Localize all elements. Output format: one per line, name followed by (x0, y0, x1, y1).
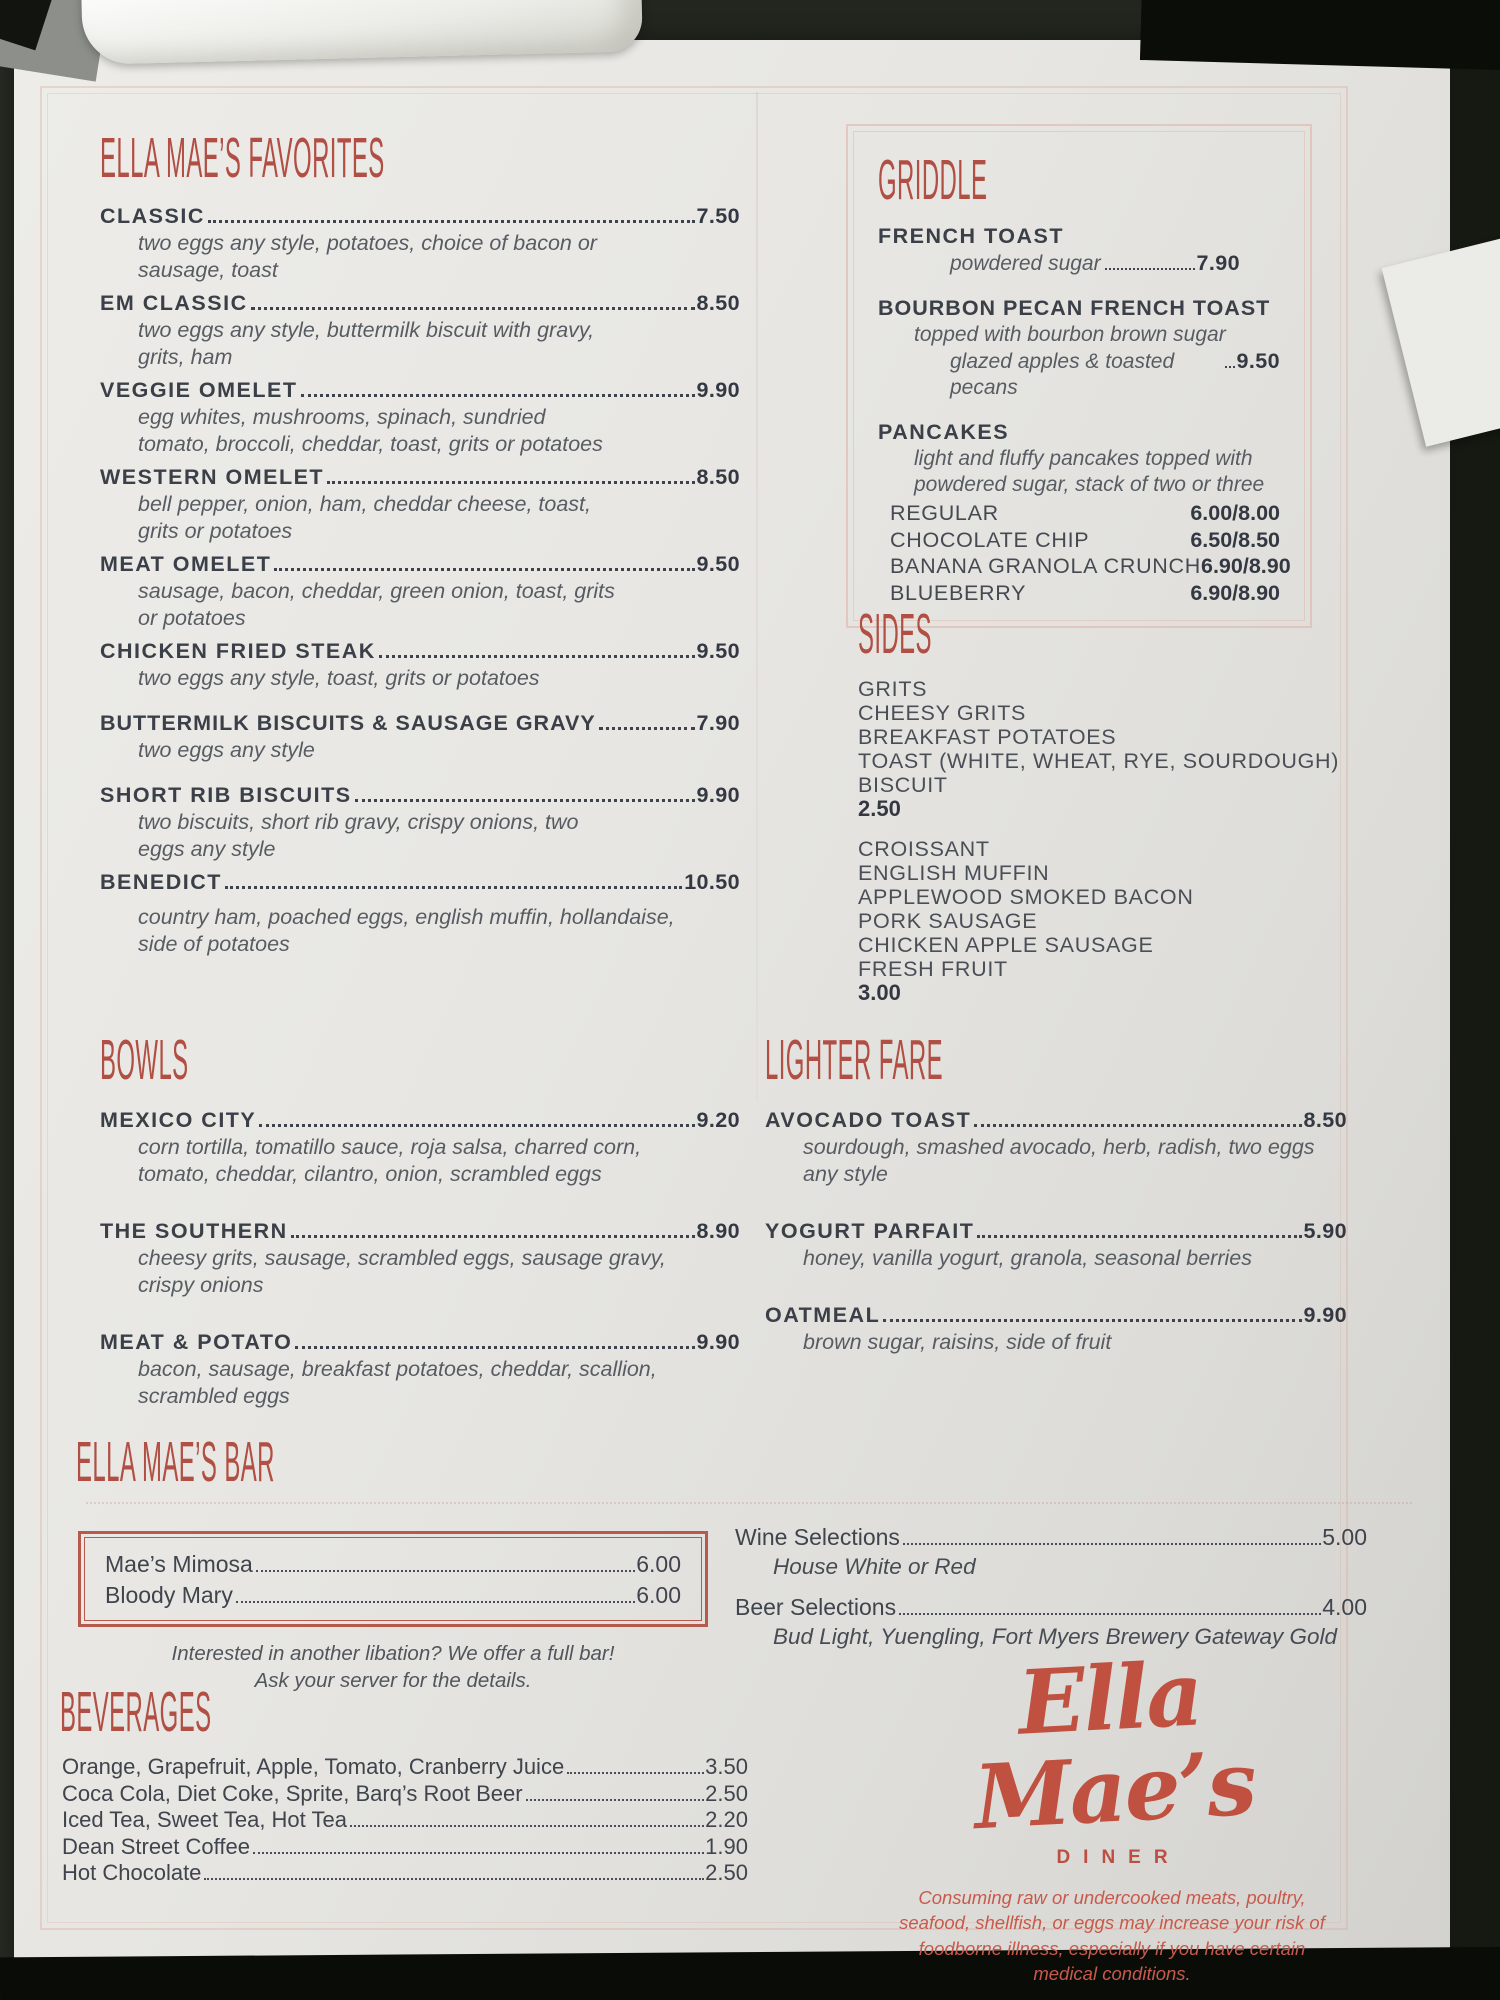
beverage-row (62, 1860, 748, 1887)
section-title: ELLA MAE’S FAVORITES (100, 126, 385, 190)
menu-item-veggie-omelet (100, 377, 740, 458)
item-name: MEAT & POTATO (100, 1330, 293, 1354)
menu-item-french-toast (878, 223, 1280, 277)
menu-item-pancakes (878, 419, 1291, 606)
dotted-leader (251, 307, 695, 310)
dotted-leader (253, 1852, 704, 1854)
item-desc: topped with bourbon brown sugar (914, 323, 1226, 346)
variant-price: 6.00/8.00 (1190, 501, 1280, 525)
menu-item-classic (100, 203, 740, 284)
item-price: 7.50 (696, 204, 740, 228)
logo-script-text: Ella Mae’s (971, 1641, 1258, 1850)
item-price: 5.90 (1303, 1219, 1347, 1243)
beer-row (735, 1592, 1367, 1623)
item-name: Beer Selections (735, 1594, 897, 1620)
dotted-leader (526, 1799, 705, 1801)
menu-item-western-omelet (100, 464, 740, 545)
dotted-leader (225, 886, 682, 889)
item-name: Orange, Grapefruit, Apple, Tomato, Cranberry Juice (62, 1754, 565, 1779)
restaurant-logo-block (878, 1641, 1346, 1987)
item-desc: glazed apples & toasted pecans (950, 350, 1175, 399)
dotted-leader (295, 1346, 694, 1349)
item-name: Hot Chocolate (62, 1860, 202, 1885)
item-desc: sausage, bacon, cheddar, green onion, toast, grits or potatoes (138, 579, 615, 630)
item-price: 6.00 (636, 1582, 681, 1608)
item-name: MEXICO CITY (100, 1108, 257, 1132)
item-price: 7.90 (1196, 251, 1240, 275)
item-price: 9.50 (696, 552, 740, 576)
section-favorites (100, 126, 740, 964)
item-desc: bell pepper, onion, ham, cheddar cheese, toast, grits or potatoes (138, 492, 592, 543)
item-price: 4.00 (1322, 1594, 1367, 1620)
dotted-leader (977, 1235, 1301, 1238)
dotted-leader (903, 1543, 1321, 1545)
side-group-price: 3.00 (858, 980, 901, 1005)
dotted-leader (350, 1825, 704, 1827)
item-desc: brown sugar, raisins, side of fruit (803, 1330, 1112, 1354)
beverage-row (62, 1807, 748, 1834)
item-name: EM CLASSIC (100, 291, 248, 315)
side-item: BREAKFAST POTATOES (858, 725, 1117, 749)
section-bowls (100, 1028, 740, 1440)
dotted-leader (355, 799, 695, 802)
item-price: 2.20 (705, 1807, 748, 1832)
variant-name: CHOCOLATE CHIP (890, 527, 1090, 552)
item-name: Iced Tea, Sweet Tea, Hot Tea (62, 1807, 347, 1832)
variant-price: 6.90/8.90 (1201, 554, 1291, 578)
bar-note-line1: Interested in another libation? We offer a full bar! (171, 1642, 615, 1665)
wine-row (735, 1522, 1367, 1553)
dotted-leader (1105, 268, 1195, 270)
item-price: 8.50 (696, 291, 740, 315)
item-desc: House White or Red (773, 1554, 976, 1579)
item-desc: bacon, sausage, breakfast potatoes, cheddar, scallion, scrambled eggs (138, 1357, 657, 1408)
item-name: OATMEAL (765, 1303, 881, 1327)
variant-row (878, 500, 1280, 527)
menu-item-mexico-city (100, 1107, 740, 1188)
item-name: Coca Cola, Diet Coke, Sprite, Barq’s Root Beer (62, 1780, 523, 1806)
item-price: 8.90 (696, 1219, 740, 1243)
variant-name: BANANA GRANOLA CRUNCH (890, 554, 1201, 578)
item-name: Bloody Mary (105, 1582, 233, 1608)
variant-row (878, 527, 1280, 554)
menu-item-bourbon-pecan-french-toast (878, 295, 1280, 401)
item-name: Wine Selections (735, 1524, 900, 1550)
item-name: CHICKEN FRIED STEAK (100, 639, 376, 663)
item-name: YOGURT PARFAIT (765, 1219, 975, 1243)
item-price: 6.00 (636, 1551, 681, 1577)
section-beverages (62, 1754, 748, 1887)
variant-price: 6.90/8.90 (1190, 580, 1280, 605)
item-desc: two eggs any style, potatoes, choice of bacon or sausage, toast (138, 231, 597, 282)
item-desc: light and fluffy pancakes topped with (914, 447, 1253, 470)
bar-item (105, 1580, 681, 1611)
beverage-row (62, 1834, 748, 1861)
item-price: 8.50 (696, 465, 740, 489)
bar-note-line2: Ask your server for the details. (254, 1669, 532, 1692)
section-lighter-fare (765, 1028, 1347, 1386)
item-desc: cheesy grits, sausage, scrambled eggs, sausage gravy, crispy onions (138, 1246, 666, 1297)
dotted-leader (327, 481, 694, 484)
dotted-leader (883, 1319, 1301, 1322)
item-price: 10.50 (684, 870, 740, 894)
section-bar-title: ELLA MAE’S BAR (76, 1430, 275, 1494)
side-item: APPLEWOOD SMOKED BACON (858, 885, 1194, 909)
side-item: TOAST (WHITE, WHEAT, RYE, SOURDOUGH) (858, 749, 1340, 773)
menu-item-short-rib-biscuits (100, 782, 740, 863)
side-item: CROISSANT (858, 837, 990, 861)
item-name: FRENCH TOAST (878, 224, 1065, 248)
section-title: LIGHTER FARE (765, 1028, 943, 1092)
menu-item-meat-omelet (100, 551, 740, 632)
side-item: GRITS (858, 677, 928, 701)
dotted-leader (379, 655, 695, 658)
logo-diner-label: DINER (1056, 1846, 1181, 1868)
variant-price: 6.50/8.50 (1190, 527, 1280, 552)
item-desc: powdered sugar, stack of two or three (914, 473, 1265, 496)
disclaimer-text: Consuming raw or undercooked meats, poultry, seafood, shellfish, or eggs may increase your risk of foodborne illness, especially if you have certain medical conditions. (899, 1886, 1325, 1985)
dotted-leader (1225, 366, 1235, 368)
bar-box (78, 1531, 708, 1627)
dotted-leader (899, 1613, 1321, 1615)
item-desc: country ham, poached eggs, english muffin, hollandaise, side of potatoes (138, 905, 675, 956)
menu-item-benedict (100, 869, 740, 958)
variant-row (878, 580, 1280, 607)
item-name: BOURBON PECAN FRENCH TOAST (878, 296, 1271, 320)
section-sides (858, 602, 1340, 1005)
menu-item-meat-and-potato (100, 1329, 740, 1410)
item-price: 9.90 (1303, 1303, 1347, 1327)
item-desc: two eggs any style, buttermilk biscuit with gravy, grits, ham (138, 318, 595, 369)
side-item: FRESH FRUIT (858, 957, 1008, 981)
dotted-leader (974, 1124, 1301, 1127)
item-price: 2.50 (705, 1860, 748, 1885)
faint-dotted-rule (86, 1502, 1412, 1504)
item-price: 3.50 (705, 1754, 748, 1779)
dotted-leader (204, 1878, 704, 1880)
dotted-leader (599, 727, 695, 730)
dotted-leader (208, 220, 695, 223)
item-desc: powdered sugar (950, 252, 1101, 275)
item-price: 8.50 (1303, 1108, 1347, 1132)
item-price: 1.90 (705, 1833, 748, 1859)
item-name: PANCAKES (878, 420, 1010, 444)
item-desc: two eggs any style (138, 738, 315, 762)
variant-name: BLUEBERRY (890, 580, 1027, 605)
section-wine-beer (735, 1522, 1367, 1662)
item-price: 9.50 (1236, 349, 1280, 373)
side-item: BISCUIT (858, 773, 948, 797)
dotted-leader (301, 394, 695, 397)
item-name: Dean Street Coffee (62, 1833, 250, 1859)
item-price: 9.90 (696, 378, 740, 402)
variant-name: REGULAR (890, 501, 999, 525)
item-name: WESTERN OMELET (100, 465, 325, 489)
menu-item-buttermilk-biscuits (100, 710, 740, 764)
side-group-price: 2.50 (858, 796, 901, 821)
side-item: ENGLISH MUFFIN (858, 861, 1050, 885)
item-name: CLASSIC (100, 204, 205, 228)
dotted-leader (291, 1235, 695, 1238)
item-desc: egg whites, mushrooms, spinach, sundried tomato, broccoli, cheddar, toast, grits or potatoes (138, 405, 603, 456)
dark-corner-top-right (1140, 0, 1500, 71)
beverage-row (62, 1754, 748, 1781)
item-price: 5.00 (1322, 1524, 1367, 1550)
menu-item-the-southern (100, 1218, 740, 1299)
dotted-leader (236, 1601, 635, 1603)
item-name: BENEDICT (100, 870, 222, 894)
menu-item-em-classic (100, 290, 740, 371)
pancake-variants (878, 500, 1291, 606)
item-price: 9.90 (696, 783, 740, 807)
item-desc: honey, vanilla yogurt, granola, seasonal berries (803, 1246, 1252, 1270)
menu-item-avocado-toast (765, 1107, 1347, 1188)
item-price: 7.90 (696, 711, 740, 735)
item-price: 9.50 (696, 639, 740, 663)
item-name: VEGGIE OMELET (100, 378, 298, 402)
menu-item-chicken-fried-steak (100, 638, 740, 692)
section-title: GRIDDLE (878, 148, 988, 212)
item-price: 9.20 (696, 1108, 740, 1132)
item-desc: corn tortilla, tomatillo sauce, roja salsa, charred corn, tomato, cheddar, cilantro, onion, scrambled eggs (138, 1135, 642, 1186)
item-name: SHORT RIB BISCUITS (100, 783, 352, 807)
variant-row (878, 553, 1291, 580)
beverage-row (62, 1781, 748, 1808)
dotted-leader (274, 568, 694, 571)
menu-item-yogurt-parfait (765, 1218, 1347, 1272)
dotted-leader (567, 1772, 704, 1774)
item-name: AVOCADO TOAST (765, 1108, 972, 1132)
item-desc: sourdough, smashed avocado, herb, radish, two eggs any style (803, 1135, 1315, 1186)
bar-item (105, 1549, 681, 1580)
item-price: 9.90 (696, 1330, 740, 1354)
section-griddle (846, 124, 1312, 628)
item-desc: two eggs any style, toast, grits or potatoes (138, 666, 540, 690)
section-title: SIDES (858, 602, 932, 666)
item-name: MEAT OMELET (100, 552, 272, 576)
side-item: PORK SAUSAGE (858, 909, 1038, 933)
item-name: THE SOUTHERN (100, 1219, 288, 1243)
dotted-leader (259, 1124, 694, 1127)
section-title: BOWLS (100, 1028, 189, 1092)
menu-item-oatmeal (765, 1302, 1347, 1356)
item-name: BUTTERMILK BISCUITS & SAUSAGE GRAVY (100, 711, 596, 735)
section-beverages-title: BEVERAGES (60, 1680, 212, 1744)
item-price: 2.50 (705, 1780, 748, 1806)
side-item: CHICKEN APPLE SAUSAGE (858, 933, 1154, 957)
item-desc: Bud Light, Yuengling, Fort Myers Brewery Gateway Gold (773, 1624, 1338, 1649)
item-name: Mae’s Mimosa (105, 1551, 253, 1577)
item-desc: two biscuits, short rib gravy, crispy onions, two eggs any style (138, 810, 579, 861)
dotted-leader (256, 1570, 635, 1572)
side-item: CHEESY GRITS (858, 701, 1027, 725)
paper-crease (756, 92, 758, 1102)
